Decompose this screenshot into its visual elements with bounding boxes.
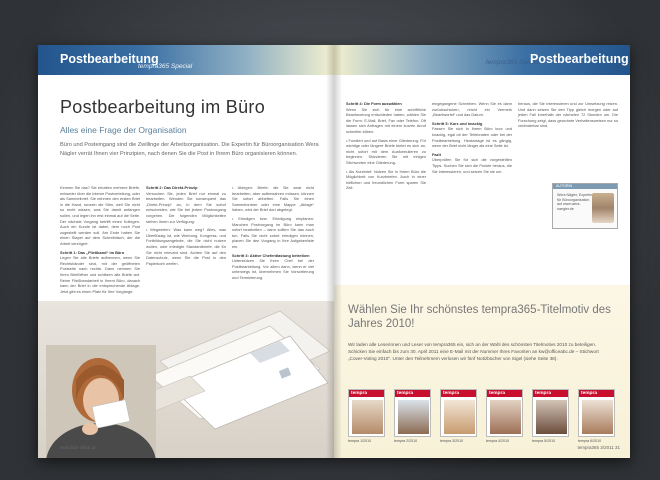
right-page: [334, 45, 630, 458]
cover-thumbnail[interactable]: [440, 389, 477, 437]
section-heading: Schritt 4: Die Form auswählen: [346, 101, 402, 106]
cover-gallery: [348, 389, 618, 443]
cover-caption: tempra 3/2010: [440, 439, 464, 443]
lead-paragraph: Büro und Posteingang sind die Zwillinge der Arbeitsorganisation. Die Expertin für Büroorganisation Wera Nägler verrät Ihnen vier Prinzipien, nach denen Sie die Post in Ihrem Büro organisieren können.: [60, 142, 319, 157]
bullet-text: • Ablegen: Briefe, die Sie zwar nicht bearbeiten, aber aufbewahren müssen, können Sie sofort abheften. Falls Sie einen Sammelordner oder eine Mappe „Ablage“ haben, wird der Brief dort abgelegt.: [232, 185, 314, 213]
cover-caption: tempra 1/2010: [348, 439, 372, 443]
bullet-text: • Fundiert und auf Basis einer Gliederung: Für wichtige oder längere Briefe bietet es sich an, nicht sofort mit dem Ausformulieren zu beginnen. Skizzieren Sie mit einigen Stichworten eine Gliederung.: [346, 137, 426, 165]
right-footer: tempra365 3/2011 31: [577, 445, 620, 450]
article-column-3: [232, 185, 314, 281]
section-heading: Schritt 1: Das „Fließband“ im Büro: [60, 249, 125, 255]
column-text: heraus, die Sie interessieren und zur Umsetzung reizen. Und dann setzen Sie den Tipp gleich morgen oder auf jeden Fall innerhalb der nächsten 72 Stunden um. Die Forschung zeigt, dass gewohnte Verhaltensweisen nur so veränderbar sind.: [518, 101, 618, 129]
cover-masthead: tempra: [487, 390, 522, 397]
envelope-stack-image: [130, 291, 330, 431]
left-header-title: Postbearbeitung: [60, 52, 159, 66]
author-profile-box: [552, 183, 618, 229]
profile-name: Wera Nägler, Expertin für Büroorganisation auf www.wera-naegler.de: [557, 193, 593, 211]
article-column-2: [146, 185, 226, 266]
woman-with-letter-photo: [46, 345, 156, 458]
cover-masthead: tempra: [441, 390, 476, 397]
column-text: eingegangene Schreiben. Wenn Sie es dann zurückschicken, reicht ein Vermerk „Beantwortet“ und das Datum.: [432, 101, 512, 118]
profile-label: AUTORIN: [556, 184, 573, 188]
column-text: Wenn Sie sich für eine schriftliche Beantwortung entschieden haben, wählen Sie die Form: E-Mail, Brief, Fax oder Telefon. Oft lassen sich Anfragen mit einem kurzen Anruf schneller klären.: [346, 106, 426, 134]
cover-thumbnail[interactable]: [578, 389, 615, 437]
section-heading: Schritt 3: Aktive Chefentlastung betreiben: [232, 252, 310, 258]
cover-masthead: tempra: [579, 390, 614, 397]
left-footer: www.bde-office.de: [60, 445, 97, 450]
column-text: Unterstützen Sie Ihren Chef bei der Postbearbeitung. Vor allem dann, wenn er viel unterwegs ist, übernehmen Sie Vorsortierung und Terminierung.: [232, 258, 314, 280]
article-column-1: [60, 185, 140, 294]
page-headline: Postbearbeitung im Büro: [60, 97, 266, 117]
profile-label-bar: [553, 184, 617, 189]
left-header-special: tempra365 Special: [138, 63, 193, 70]
article-column-6: [518, 101, 618, 129]
article-column-4: [346, 101, 426, 191]
cover-caption: tempra 4/2010: [486, 439, 510, 443]
cover-image: [352, 400, 383, 434]
cover-image: [398, 400, 429, 434]
cover-caption: tempra 5/2010: [532, 439, 556, 443]
cover-voting-title: Wählen Sie Ihr schönstes tempra365-Titelmotiv des Jahres 2010!: [348, 304, 611, 330]
column-text: Überprüfen Sie für sich die vorgestellten Tipps. Suchen Sie sich die Punkte heraus, die Sie interessieren, und setzen Sie sie um.: [432, 157, 512, 174]
column-text: Legen Sie alle Briefe auftrennen, wenn Sie Rechtshänder sind, mit der geöffneten Postseite nach rechts. Dann nehmen Sie Ihren Brieföffner und schlitzen alle Briefe auf. Reine Fließbandarbeit in Ihrem Büro, danach kann der Brief in die entsprechende Ablage. Jetzt gibt es einen Platz für Ihre Vorgänge.: [60, 255, 140, 294]
cover-masthead: tempra: [349, 390, 384, 397]
left-header-band: [38, 45, 334, 75]
cover-image: [536, 400, 567, 434]
column-text: Kennen Sie das? Sie erhalten mehrere Briefe, entweder über die interne Postverteilung, oder als Sammelbrief. Sie nehmen den ersten Brief in die Hand, runzeln die Stirn, weil Sie nicht so recht wissen, was Sie damit anfangen sollen, und legen ihn erst einmal auf die Seite. Der nächste Vorgang betrifft einen Kollegen. Auch ein Kunde ist dabei, dem noch Post zugestellt werden soll. Am Ende haben Sie einen Stapel auf dem Schreibtisch, der die Arbeit verzögert.: [60, 185, 140, 246]
cover-caption: tempra 2/2010: [394, 439, 418, 443]
cover-thumbnail[interactable]: [532, 389, 569, 437]
cover-thumbnail[interactable]: [486, 389, 523, 437]
right-header-band: [334, 45, 630, 75]
cover-thumbnail[interactable]: [348, 389, 385, 437]
magazine-spread: [38, 45, 630, 458]
column-text: Versuchen Sie, jeden Brief nur einmal zu bearbeiten. Wenden Sie konsequent das „Direkt-Prinzip“ an, in dem Sie sofort entscheiden, wie Sie bei jedem Postvorgang vorgehen. Die folgenden Möglichkeiten stehen Ihnen zur Verfügung:: [146, 190, 226, 224]
section-heading: Fazit: [432, 151, 441, 157]
section-heading: Schritt 2: Das Direkt-Prinzip: [146, 185, 198, 190]
author-photo: [592, 193, 614, 223]
cover-voting-text: Wir laden alle Leserinnen und Leser von tempra365 ein, sich an der Wahl des schönsten Titelmotivs 2010 zu beteiligen. Schicken Sie einfach bis zum 30. April 2011 eine E-Mail mit der Nummer Ihres Favoriten an kw@officeabc.de – Stichwort „Cover-Voting 2010“. Unter den Teilnehmern verlosen wir fünf Notizbücher von Sigel (siehe Seite 38).: [348, 342, 599, 362]
article-column-5: [432, 101, 512, 174]
cover-masthead: tempra: [395, 390, 430, 397]
right-header-special: tempra365 Special: [486, 59, 541, 66]
cover-masthead: tempra: [533, 390, 568, 397]
left-page: [38, 45, 334, 458]
column-text: Fassen Sie sich in Ihrem Büro kurz und knackig, egal ob der Telefonaten oder bei der Postbearbeitung. Heutzutage ist es gängig, wenn der Brief nicht länger als eine Seite ist.: [432, 126, 512, 149]
cover-image: [582, 400, 613, 434]
bullet-text: • Wegwerfen: Was kann weg? Alles, was Überflüssig ist, wie Werbung, Kongress- und Fortbildungsangebote, die Sie nicht nutzen wollen, oder erledigte Standardbriefe, die für Sie nicht relevant sind. Achten Sie auf den Datenschutz, wenn Sie die Post in den Papierkorb werfen.: [146, 227, 226, 266]
bullet-text: • Als Kurzbrief: Nutzen Sie in Ihrem Büro die Möglichkeit von Kurzbriefen. Auch in einer höflichen und freundlichen Form sparen Sie Zeit.: [346, 168, 426, 191]
right-header-title: Postbearbeitung: [530, 52, 629, 66]
cover-caption: tempra 6/2010: [578, 439, 602, 443]
cover-thumbnail[interactable]: [394, 389, 431, 437]
cover-image: [444, 400, 475, 434]
bullet-text: • Erledigen bzw. Erledigung einplanen: Manchen Postvorgang im Büro kann man sofort bearbeiten – dann sollten Sie das auch tun. Falls Sie nicht sofort erledigen können, planen Sie den Vorgang in Ihre Aufgabenliste ein.: [232, 215, 314, 249]
section-heading: Schritt 5: Kurz und knackig: [432, 120, 483, 126]
page-subheadline: Alles eine Frage der Organisation: [60, 125, 187, 135]
cover-image: [490, 400, 521, 434]
